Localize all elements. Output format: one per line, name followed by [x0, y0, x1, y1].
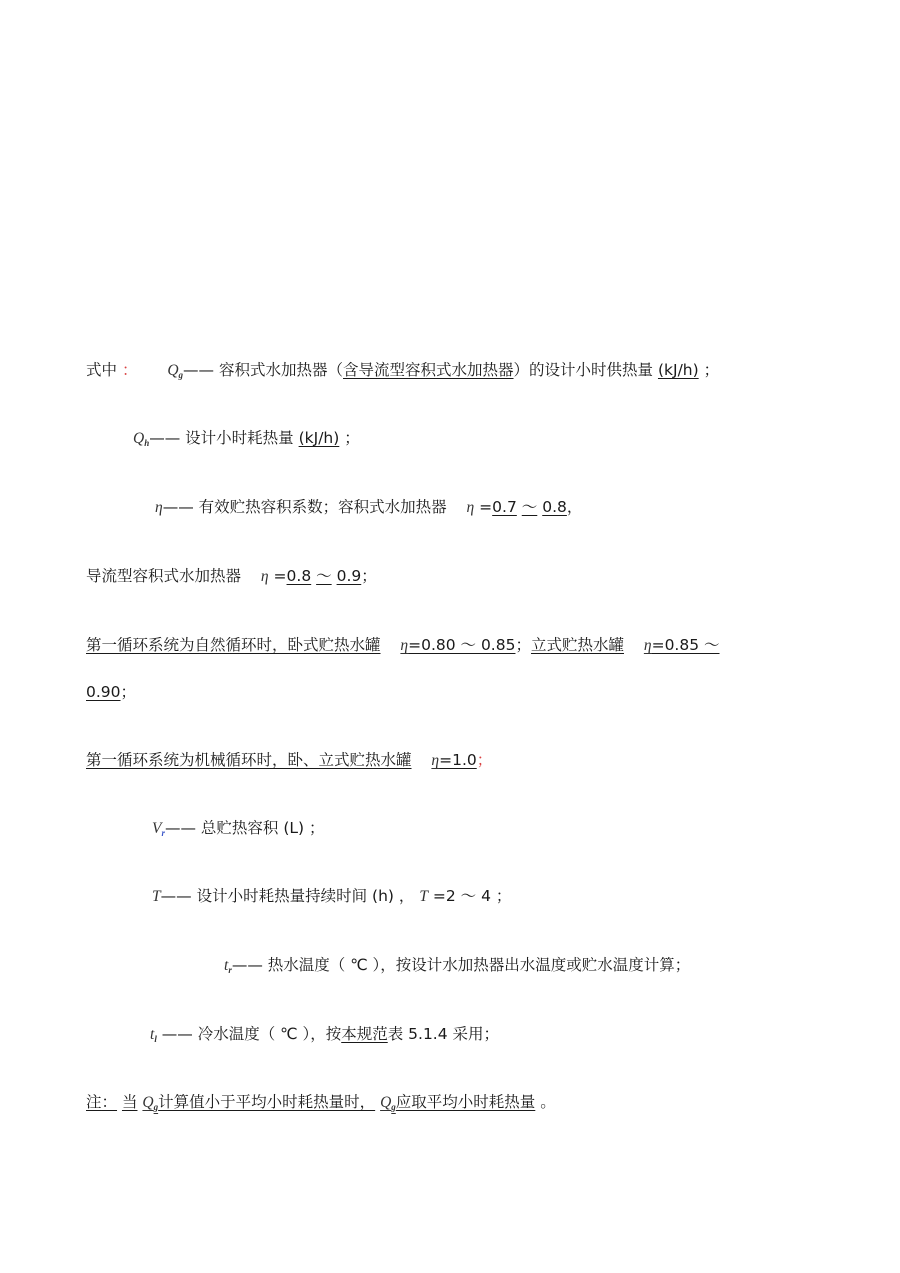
mechanical-circulation-line: [86, 750, 492, 771]
separator: ；: [515, 636, 531, 654]
dash: ——: [149, 429, 181, 447]
text: 热水温度（ ℃ ），按设计水加热器出水温度或贮水温度计算；: [267, 956, 691, 974]
value: 0.7: [492, 498, 517, 516]
text-underlined: 立式贮热水罐: [530, 636, 624, 654]
symbol-eta: η: [466, 499, 475, 516]
text-underlined: 含导流型容积式水加热器: [343, 361, 514, 379]
symbol-sub: l: [154, 1034, 157, 1044]
text: 导流型容积式水加热器: [86, 567, 242, 585]
unit: (L): [283, 819, 305, 837]
definition-vr: [152, 818, 325, 843]
text: 应取平均小时耗热量: [395, 1093, 536, 1111]
tilde: ～: [521, 498, 538, 516]
text: 当: [121, 1093, 138, 1111]
dash: ——: [183, 361, 215, 379]
dash: ——: [162, 498, 194, 516]
colon: ：: [121, 361, 138, 379]
symbol-t: T: [419, 888, 428, 905]
text: 容积式水加热器（: [218, 361, 343, 379]
symbol-q: Q: [133, 430, 145, 447]
end-punct: ；: [120, 683, 137, 701]
note-line: [86, 1092, 556, 1117]
text: ）的设计小时供热量: [513, 361, 654, 379]
range: =0.85 ～: [651, 636, 720, 654]
text: 冷水温度（ ℃ ），按: [197, 1025, 342, 1043]
text: 计算值小于平均小时耗热量时，: [158, 1093, 376, 1111]
value: 0.90: [86, 683, 121, 701]
dash: ——: [160, 887, 192, 905]
note-label: 注: [86, 1093, 102, 1111]
text: 总贮热容积: [200, 819, 279, 837]
symbol-eta: η: [155, 499, 163, 516]
symbol-sub: g: [178, 370, 184, 380]
definition-qg: [86, 360, 719, 385]
symbol-t: t: [224, 957, 229, 974]
symbol-sub: g: [153, 1102, 159, 1112]
end-punct: ；: [703, 361, 720, 379]
symbol-sub: h: [144, 438, 150, 448]
text: 设计小时耗热量持续时间: [196, 887, 368, 905]
symbol-v: V: [152, 820, 162, 837]
unit: (h): [372, 887, 394, 905]
unit: (kJ/h): [298, 429, 340, 447]
text-underlined: 第一循环系统为机械循环时，卧、立式贮热水罐: [86, 751, 412, 769]
text: 设计小时耗热量: [185, 429, 294, 447]
dash: ——: [161, 1025, 193, 1043]
equals: =: [273, 567, 287, 585]
dash: ——: [164, 819, 196, 837]
unit: (kJ/h): [657, 361, 699, 379]
symbol-sub: g: [391, 1102, 396, 1112]
value: 0.8: [286, 567, 312, 585]
symbol-eta: η: [400, 637, 409, 654]
text: 表 5.1.4 采用；: [387, 1025, 500, 1043]
value: 0.9: [336, 567, 362, 585]
colon: ：: [101, 1093, 118, 1111]
symbol-t: T: [152, 888, 161, 905]
definition-eta-diversion: [86, 566, 377, 587]
definition-tr: [224, 955, 690, 980]
natural-circulation-line: [86, 635, 720, 656]
dash: ——: [231, 956, 263, 974]
end-punct: ；: [361, 567, 377, 585]
end-punct: 。: [540, 1093, 556, 1111]
symbol-q: Q: [167, 362, 179, 379]
symbol-q: Q: [142, 1094, 154, 1111]
comma: ，: [398, 887, 415, 905]
range: =2 ～ 4: [432, 887, 491, 905]
natural-circulation-cont: [86, 682, 136, 702]
text-underlined: 本规范: [341, 1025, 388, 1043]
end-punct: ；: [309, 819, 325, 837]
symbol-q: Q: [380, 1094, 392, 1111]
end-punct: ，: [566, 498, 583, 516]
symbol-sub: r: [161, 828, 165, 838]
symbol-sub: r: [228, 965, 232, 975]
definition-qh: [133, 428, 360, 453]
text: 有效贮热容积系数；容积式水加热器: [198, 498, 447, 516]
definition-t: [152, 886, 511, 907]
definition-eta: [155, 497, 582, 518]
symbol-t: t: [150, 1026, 155, 1043]
symbol-eta: η: [431, 752, 440, 769]
value: =1.0: [439, 751, 477, 769]
end-punct: ；: [476, 751, 493, 769]
text-underlined: 第一循环系统为自然循环时，卧式贮热水罐: [86, 636, 381, 654]
symbol-eta: η: [643, 637, 652, 654]
tilde: ～: [316, 567, 332, 585]
end-punct: ；: [344, 429, 360, 447]
definition-tl: [150, 1024, 499, 1049]
label-shizhong: 式中: [86, 361, 118, 379]
end-punct: ；: [495, 887, 512, 905]
equals: =: [479, 498, 493, 516]
range: =0.80 ～ 0.85: [408, 636, 516, 654]
value: 0.8: [542, 498, 567, 516]
symbol-eta: η: [260, 568, 269, 585]
